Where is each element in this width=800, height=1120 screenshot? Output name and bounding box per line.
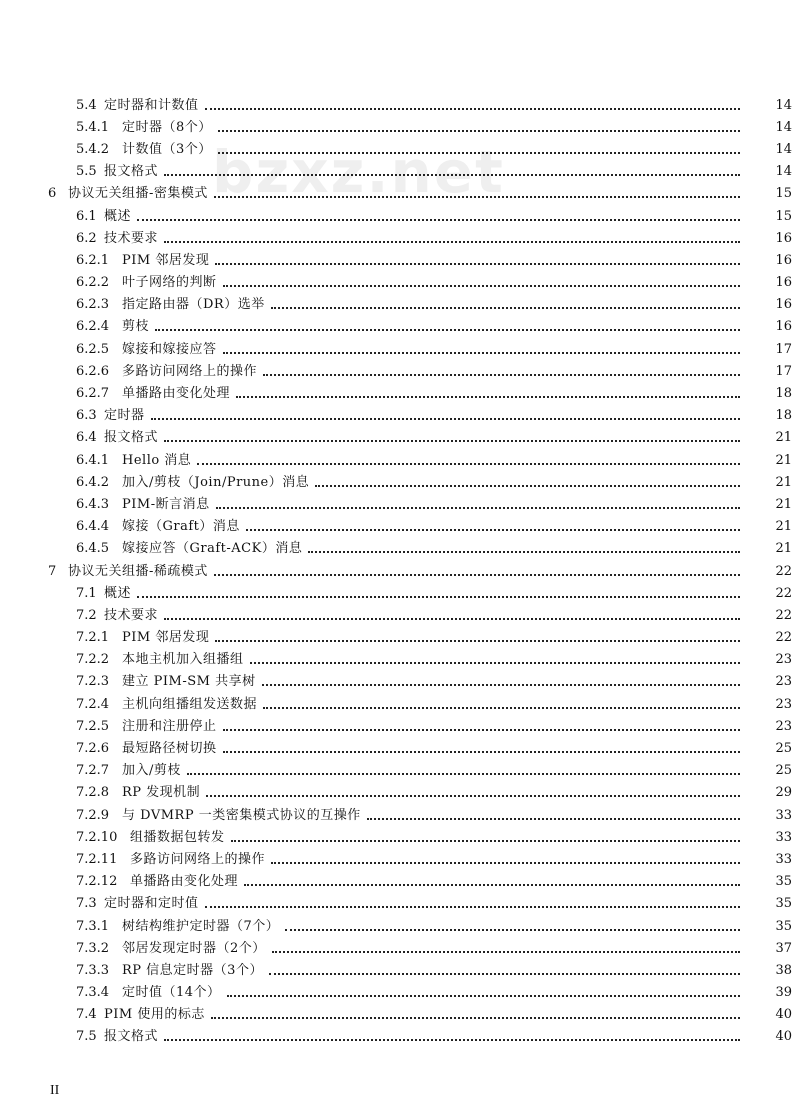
toc-entry-title: 定时器和计数值 — [104, 97, 199, 113]
toc-entry-number: 6.4.3 — [76, 496, 110, 512]
toc-entry — [0, 693, 800, 715]
toc-entry-number: 6.4.4 — [76, 519, 110, 535]
dot-leader — [197, 462, 740, 465]
toc-entry-page: 15 — [775, 186, 792, 202]
dot-leader — [269, 972, 740, 975]
dot-leader — [164, 173, 740, 176]
toc-entry-page: 21 — [775, 430, 792, 446]
toc-entry-number: 6.1 — [76, 208, 97, 224]
dot-leader — [164, 617, 740, 620]
dot-leader — [272, 950, 740, 953]
toc-entry-page: 14 — [775, 97, 792, 113]
toc-entry — [0, 338, 800, 360]
dot-leader — [263, 706, 740, 709]
dot-leader — [285, 928, 740, 931]
toc-entry — [0, 405, 800, 427]
dot-leader — [216, 506, 740, 509]
toc-entry — [0, 316, 800, 338]
toc-entry-number: 6.2.4 — [76, 319, 110, 335]
toc-entry — [0, 1004, 800, 1026]
dot-leader — [250, 661, 740, 664]
toc-entry-number: 7.2.1 — [76, 630, 110, 646]
toc-entry-number: 7.5 — [76, 1029, 97, 1045]
dot-leader — [164, 240, 740, 243]
dot-leader — [227, 994, 740, 997]
toc-entry-page: 21 — [775, 519, 792, 535]
toc-entry — [0, 760, 800, 782]
toc-entry — [0, 627, 800, 649]
dot-leader — [215, 262, 740, 265]
toc-entry-title: 协议无关组播-稀疏模式 — [68, 563, 208, 579]
dot-leader — [223, 351, 740, 354]
toc-entry — [0, 582, 800, 604]
dot-leader — [223, 284, 740, 287]
dot-leader — [244, 883, 740, 886]
toc-entry-number: 6.2.5 — [76, 341, 110, 357]
toc-entry-page: 40 — [775, 1007, 792, 1023]
toc-entry-page: 14 — [775, 164, 792, 180]
toc-entry-number: 7.4 — [76, 1007, 97, 1023]
dot-leader — [223, 750, 740, 753]
toc-entry-title: 嫁接和嫁接应答 — [122, 341, 217, 357]
dot-leader — [215, 639, 740, 642]
toc-entry-title: 技术要求 — [104, 607, 159, 623]
toc-entry — [0, 604, 800, 626]
toc-entry-page: 40 — [775, 1029, 792, 1045]
toc-entry — [0, 493, 800, 515]
toc-entry-title: 多路访问网络上的操作 — [130, 851, 266, 867]
toc-entry-number: 7.2.9 — [76, 807, 110, 823]
watermark: bzxz.net — [212, 138, 505, 206]
toc-entry — [0, 161, 800, 183]
dot-leader — [218, 129, 740, 132]
toc-entry-title: 组播数据包转发 — [130, 829, 225, 845]
toc-entry-number: 7.2.7 — [76, 763, 110, 779]
dot-leader — [246, 528, 740, 531]
toc-entry — [0, 227, 800, 249]
toc-entry — [0, 138, 800, 160]
dot-leader — [214, 573, 740, 576]
toc-entry-number: 6.4 — [76, 430, 97, 446]
toc-entry — [0, 538, 800, 560]
toc-entry-number: 7.2.6 — [76, 741, 110, 757]
toc-entry-title: 与 DVMRP 一类密集模式协议的互操作 — [122, 807, 361, 823]
toc-entry-number: 7.2 — [76, 607, 97, 623]
toc-entry — [0, 427, 800, 449]
toc-entry-page: 33 — [775, 851, 792, 867]
toc-entry — [0, 804, 800, 826]
toc-entry-title: 定时值（14个） — [122, 985, 221, 1001]
dot-leader — [137, 218, 740, 221]
table-of-contents — [0, 94, 800, 1048]
toc-entry — [0, 116, 800, 138]
dot-leader — [205, 905, 740, 908]
toc-entry-page: 16 — [775, 297, 792, 313]
toc-entry-number: 6 — [48, 186, 57, 202]
toc-entry-title: 报文格式 — [104, 164, 159, 180]
toc-entry-page: 16 — [775, 252, 792, 268]
toc-entry — [0, 826, 800, 848]
toc-entry-title: 注册和注册停止 — [122, 718, 217, 734]
toc-entry — [0, 671, 800, 693]
toc-entry-page: 39 — [775, 985, 792, 1001]
toc-entry-title: 嫁接（Graft）消息 — [122, 519, 240, 535]
dot-leader — [151, 417, 740, 420]
toc-entry-number: 7.2.2 — [76, 652, 110, 668]
toc-entry-number: 7.2.12 — [76, 874, 118, 890]
toc-entry-page: 21 — [775, 496, 792, 512]
toc-entry-number: 7.3.4 — [76, 985, 110, 1001]
toc-entry — [0, 893, 800, 915]
toc-entry-page: 22 — [775, 630, 792, 646]
toc-entry-number: 7.2.5 — [76, 718, 110, 734]
toc-entry-number: 6.2 — [76, 230, 97, 246]
toc-entry-title: 建立 PIM-SM 共享树 — [122, 674, 256, 690]
toc-entry — [0, 205, 800, 227]
toc-entry-title: RP 发现机制 — [122, 785, 201, 801]
toc-entry — [0, 959, 800, 981]
toc-entry — [0, 382, 800, 404]
toc-entry-page: 38 — [775, 962, 792, 978]
toc-entry-title: RP 信息定时器（3个） — [122, 962, 263, 978]
dot-leader — [271, 861, 740, 864]
toc-entry-page: 17 — [775, 363, 792, 379]
toc-entry-number: 5.4.1 — [76, 119, 110, 135]
toc-entry-number: 5.5 — [76, 164, 97, 180]
toc-entry-page: 35 — [775, 896, 792, 912]
toc-entry — [0, 737, 800, 759]
dot-leader — [315, 484, 740, 487]
toc-entry-page: 23 — [775, 718, 792, 734]
toc-entry-title: 技术要求 — [104, 230, 159, 246]
toc-entry — [0, 715, 800, 737]
toc-entry-title: Hello 消息 — [122, 452, 192, 468]
dot-leader — [206, 794, 740, 797]
toc-entry — [0, 649, 800, 671]
toc-entry-title: 本地主机加入组播组 — [122, 652, 244, 668]
toc-entry-number: 7.2.8 — [76, 785, 110, 801]
dot-leader — [218, 151, 740, 154]
toc-entry-page: 15 — [775, 208, 792, 224]
toc-entry-page: 35 — [775, 918, 792, 934]
toc-entry-title: 计数值（3个） — [122, 141, 212, 157]
toc-entry-number: 7 — [48, 563, 57, 579]
toc-entry — [0, 94, 800, 116]
toc-entry-page: 22 — [775, 563, 792, 579]
toc-entry-title: 叶子网络的判断 — [122, 275, 217, 291]
toc-entry-page: 14 — [775, 119, 792, 135]
dot-leader — [263, 373, 740, 376]
toc-entry-number: 6.4.1 — [76, 452, 110, 468]
toc-entry-page: 33 — [775, 829, 792, 845]
toc-entry-number: 7.3.1 — [76, 918, 110, 934]
dot-leader — [137, 595, 740, 598]
toc-entry-page: 17 — [775, 341, 792, 357]
toc-entry-page: 22 — [775, 585, 792, 601]
toc-entry-number: 6.4.5 — [76, 541, 110, 557]
toc-entry — [0, 294, 800, 316]
toc-entry — [0, 1026, 800, 1048]
toc-entry-page: 21 — [775, 474, 792, 490]
toc-entry-number: 6.2.3 — [76, 297, 110, 313]
toc-entry-page: 23 — [775, 696, 792, 712]
toc-entry-page: 35 — [775, 874, 792, 890]
toc-entry-page: 33 — [775, 807, 792, 823]
toc-entry-number: 7.1 — [76, 585, 97, 601]
dot-leader — [223, 728, 740, 731]
toc-entry-page: 22 — [775, 607, 792, 623]
toc-entry — [0, 471, 800, 493]
toc-entry-title: 报文格式 — [104, 430, 159, 446]
toc-entry — [0, 915, 800, 937]
toc-entry-number: 7.2.10 — [76, 829, 118, 845]
toc-entry-page: 18 — [775, 408, 792, 424]
toc-entry-number: 7.3 — [76, 896, 97, 912]
toc-entry-title: 报文格式 — [104, 1029, 159, 1045]
toc-entry-title: 最短路径树切换 — [122, 741, 217, 757]
toc-entry — [0, 982, 800, 1004]
dot-leader — [271, 306, 740, 309]
toc-entry-page: 21 — [775, 541, 792, 557]
toc-entry — [0, 360, 800, 382]
toc-entry — [0, 871, 800, 893]
toc-entry — [0, 449, 800, 471]
toc-entry — [0, 848, 800, 870]
toc-entry-number: 6.4.2 — [76, 474, 110, 490]
dot-leader — [262, 683, 740, 686]
dot-leader — [164, 439, 740, 442]
toc-entry-page: 16 — [775, 319, 792, 335]
dot-leader — [236, 395, 740, 398]
toc-entry-number: 6.2.1 — [76, 252, 110, 268]
toc-entry-number: 6.2.2 — [76, 275, 110, 291]
dot-leader — [231, 839, 740, 842]
toc-entry-page: 16 — [775, 230, 792, 246]
dot-leader — [211, 1016, 740, 1019]
toc-entry-number: 7.2.4 — [76, 696, 110, 712]
toc-entry-title: 单播路由变化处理 — [122, 386, 231, 402]
toc-entry-page: 14 — [775, 141, 792, 157]
dot-leader — [205, 107, 740, 110]
toc-entry-number: 6.3 — [76, 408, 97, 424]
toc-entry-page: 23 — [775, 652, 792, 668]
toc-entry — [0, 560, 800, 582]
toc-entry-number: 7.3.2 — [76, 940, 110, 956]
toc-entry-number: 7.2.3 — [76, 674, 110, 690]
toc-entry-page: 25 — [775, 741, 792, 757]
toc-entry-number: 5.4.2 — [76, 141, 110, 157]
dot-leader — [367, 817, 740, 820]
toc-entry — [0, 516, 800, 538]
toc-entry-title: PIM-断言消息 — [122, 496, 210, 512]
toc-entry-page: 23 — [775, 674, 792, 690]
toc-entry-number: 7.3.3 — [76, 962, 110, 978]
toc-entry-title: 嫁接应答（Graft-ACK）消息 — [122, 541, 303, 557]
toc-entry-title: 定时器（8个） — [122, 119, 212, 135]
toc-entry-page: 29 — [775, 785, 792, 801]
toc-entry-number: 7.2.11 — [76, 851, 118, 867]
toc-entry-title: 协议无关组播-密集模式 — [68, 186, 208, 202]
toc-entry-page: 25 — [775, 763, 792, 779]
toc-entry-title: PIM 使用的标志 — [104, 1007, 205, 1023]
toc-entry-title: PIM 邻居发现 — [122, 630, 210, 646]
dot-leader — [164, 1038, 740, 1041]
toc-entry-page: 37 — [775, 940, 792, 956]
toc-entry-title: 单播路由变化处理 — [130, 874, 239, 890]
toc-entry-title: 加入/剪枝 — [122, 763, 181, 779]
toc-entry-number: 6.2.6 — [76, 363, 110, 379]
toc-entry-number: 6.2.7 — [76, 386, 110, 402]
toc-entry-page: 18 — [775, 386, 792, 402]
toc-entry-title: 指定路由器（DR）选举 — [122, 297, 265, 313]
toc-entry-title: 多路访问网络上的操作 — [122, 363, 258, 379]
toc-entry-title: PIM 邻居发现 — [122, 252, 210, 268]
toc-entry-page: 21 — [775, 452, 792, 468]
dot-leader — [308, 550, 740, 553]
toc-entry — [0, 272, 800, 294]
dot-leader — [214, 195, 740, 198]
toc-entry — [0, 183, 800, 205]
toc-entry — [0, 249, 800, 271]
page-number-footer: II — [50, 1083, 60, 1098]
toc-entry-title: 概述 — [104, 208, 132, 224]
toc-entry-number: 5.4 — [76, 97, 97, 113]
toc-entry-title: 定时器和定时值 — [104, 896, 199, 912]
toc-entry-title: 加入/剪枝（Join/Prune）消息 — [122, 474, 310, 490]
toc-entry-title: 邻居发现定时器（2个） — [122, 940, 266, 956]
toc-entry-title: 定时器 — [104, 408, 145, 424]
toc-entry-title: 概述 — [104, 585, 132, 601]
toc-entry-page: 16 — [775, 275, 792, 291]
toc-entry-title: 主机向组播组发送数据 — [122, 696, 258, 712]
toc-entry-title: 树结构维护定时器（7个） — [122, 918, 280, 934]
toc-entry — [0, 782, 800, 804]
toc-entry — [0, 937, 800, 959]
dot-leader — [187, 772, 740, 775]
toc-entry-title: 剪枝 — [122, 319, 150, 335]
dot-leader — [155, 328, 740, 331]
